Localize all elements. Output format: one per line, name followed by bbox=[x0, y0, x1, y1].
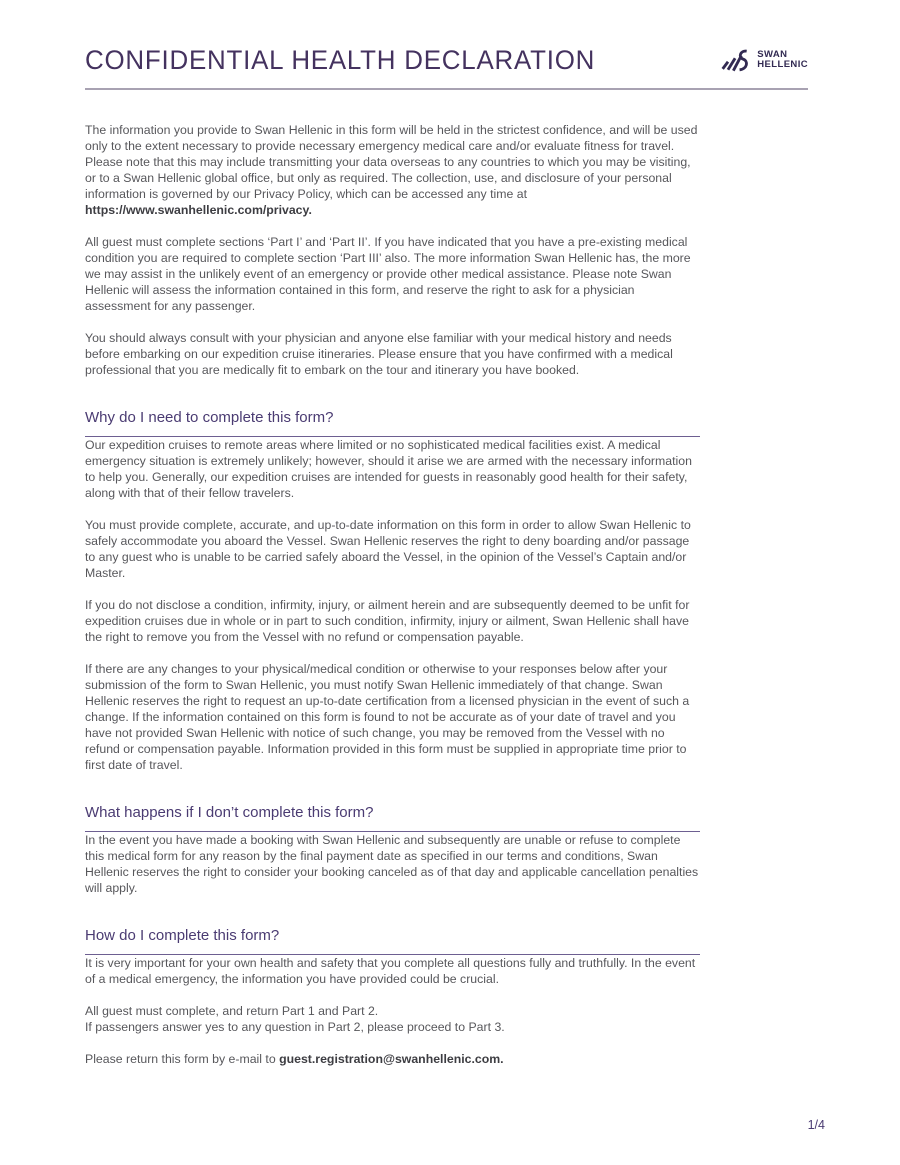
registration-email-link[interactable]: guest.registration@swanhellenic.com. bbox=[279, 1052, 504, 1066]
section-heading-how: How do I complete this form? bbox=[85, 926, 700, 955]
page-number: 1/4 bbox=[807, 1118, 825, 1132]
intro-paragraph-physician: You should always consult with your physician and anyone else familiar with your medical history and needs before embarking on our expedition cruise itineraries. Please ensure that you have confirmed with a medical professional that you are medically fit to embark on the tour and itinerary you have booked. bbox=[85, 331, 673, 377]
swan-hellenic-logo bbox=[720, 47, 808, 73]
section-why-paragraph-1: Our expedition cruises to remote areas where limited or no sophisticated medical facilities exist. A medical emergency situation is extremely unlikely; however, should it arise we are armed with the necessary information to help you. Generally, our expedition cruises are intended for guests in reasonably good health for their safety, along with that of their fellow travelers. bbox=[85, 438, 692, 500]
intro-privacy-text: The information you provide to Swan Hellenic in this form will be held in the strictest confidence, and will be used only to the extent necessary to provide necessary emergency medical care and/or evaluate fitness for travel. Please note that this may include transmitting your data overseas to any countries to which you may be visiting, or to a Swan Hellenic global office, but only as required. The collection, use, and disclosure of your personal information is governed by our Privacy Policy, which can be accessed any time at bbox=[85, 123, 698, 201]
document-body bbox=[85, 122, 700, 1067]
return-note-text: Please return this form by e-mail to bbox=[85, 1052, 280, 1066]
section-heading-why: Why do I need to complete this form? bbox=[85, 408, 700, 437]
logo-wordmark bbox=[757, 50, 808, 71]
swan-wave-icon bbox=[720, 47, 752, 73]
intro-paragraph-parts: All guest must complete sections ‘Part I’ and ‘Part II’. If you have indicated that you have a pre-existing medical condition you are required to complete section ‘Part III’ also. The more information Swan Hellenic has, the more we may assist in the unlikely event of an emergency or provide other medical assistance. Please note Swan Hellenic will assess the information contained in this form, and reserve the right to ask for a physician assessment for any passenger. bbox=[85, 235, 691, 313]
section-what-happens-paragraph-1: In the event you have made a booking with Swan Hellenic and subsequently are unable or refuse to complete this medical form for any reason by the final payment date as specified in our terms and conditions, Swan Hellenic reserves the right to consider your booking canceled as of that day and applicable cancellation penalties will apply. bbox=[85, 833, 699, 895]
logo-word-hellenic: HELLENIC bbox=[757, 59, 808, 70]
page-title: CONFIDENTIAL HEALTH DECLARATION bbox=[85, 45, 596, 75]
instruction-line-part-3: If passengers answer yes to any question in Part 2, please proceed to Part 3. bbox=[85, 1020, 505, 1034]
document-header bbox=[85, 44, 808, 90]
logo-word-swan: SWAN bbox=[757, 48, 788, 60]
section-heading-what-happens: What happens if I don’t complete this form? bbox=[85, 803, 700, 832]
privacy-policy-link[interactable]: https://www.swanhellenic.com/privacy. bbox=[85, 203, 312, 217]
intro-paragraph-privacy bbox=[85, 122, 700, 218]
return-note bbox=[85, 1051, 700, 1067]
section-why-paragraph-2: You must provide complete, accurate, and up-to-date information on this form in order to allow Swan Hellenic to safely accommodate you aboard the Vessel. Swan Hellenic reserves the right to deny boarding and/or passage to any guest who is unable to be carried safely aboard the Vessel, in the opinion of the Vessel’s Captain and/or Master. bbox=[85, 518, 691, 580]
instruction-line-parts-1-2: All guest must complete, and return Part 1 and Part 2. bbox=[85, 1004, 379, 1018]
section-why-paragraph-4: If there are any changes to your physical/medical condition or otherwise to your responses below after your submission of the form to Swan Hellenic, you must notify Swan Hellenic immediately of that change. Swan Hellenic reserves the right to request an up-to-date certification from a licensed physician in the event of such a change. If the information contained on this form is found to not be accurate as of your date of travel and you have not provided Swan Hellenic with notice of such change, you may be removed from the Vessel with no refund or compensation payable. Information provided in this form must be supplied in appropriate time prior to first date of travel. bbox=[85, 662, 690, 772]
section-how-paragraph-1: It is very important for your own health and safety that you complete all questions fully and truthfully. In the event of a medical emergency, the information you have provided could be crucial. bbox=[85, 956, 696, 986]
section-why-paragraph-3: If you do not disclose a condition, infirmity, injury, or ailment herein and are subsequently deemed to be unfit for expedition cruises due in whole or in part to such condition, infirmity, injury or ailment, Swan Hellenic shall have the right to remove you from the Vessel with no refund or compensation payable. bbox=[85, 598, 690, 644]
